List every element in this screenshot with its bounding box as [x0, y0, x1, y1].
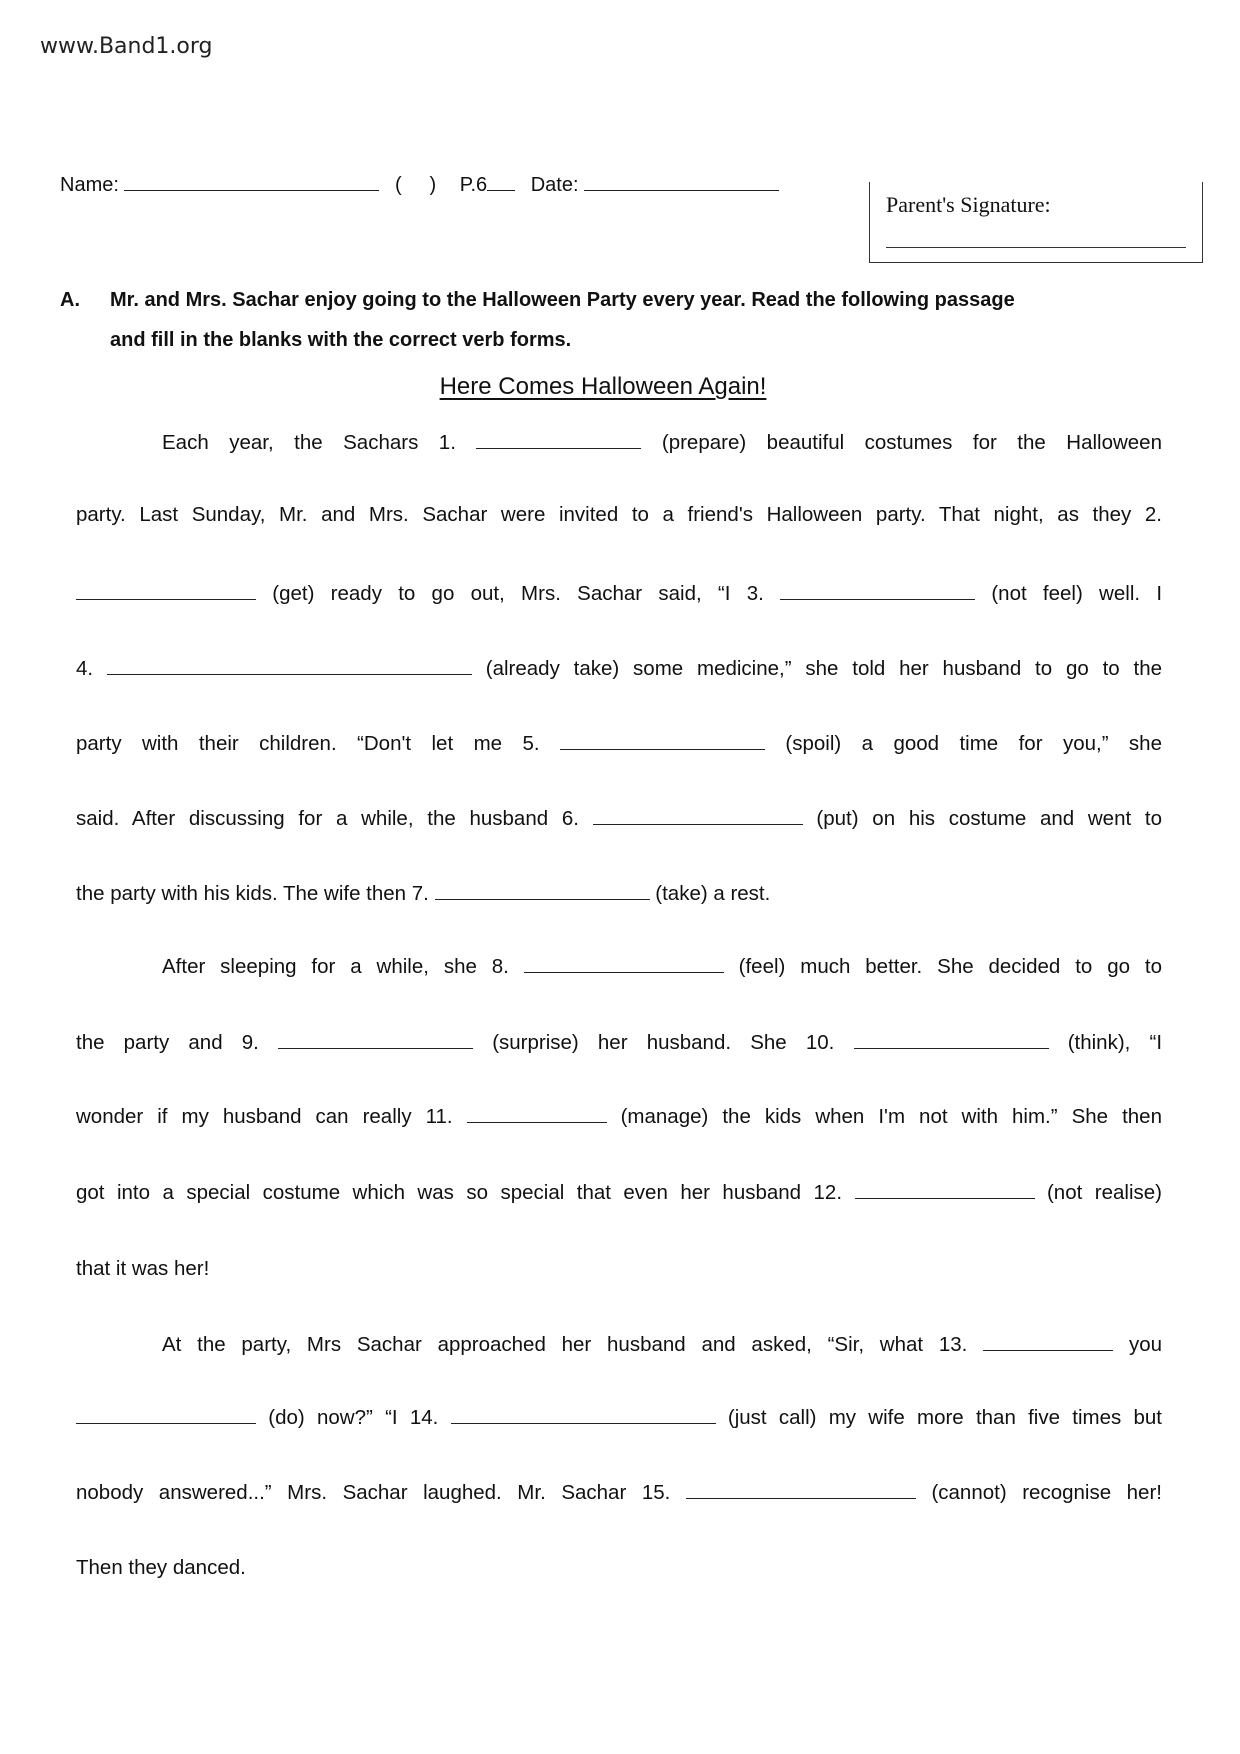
- passage-text: said. After discussing for a while, the husband 6.: [76, 807, 579, 830]
- section-letter: A.: [60, 289, 80, 311]
- answer-blank[interactable]: [278, 1028, 473, 1049]
- passage-text: (not realise): [1046, 1181, 1162, 1204]
- student-info-row: [60, 172, 779, 197]
- passage-line: [76, 1178, 1162, 1206]
- name-field[interactable]: [124, 172, 379, 191]
- passage-text: party with their children. “Don't let me 5.: [76, 732, 540, 755]
- answer-blank[interactable]: [855, 1178, 1035, 1199]
- passage-text: (manage) the kids when I'm not with him.” She then: [620, 1105, 1162, 1128]
- passage-text: (not feel) well. I: [991, 582, 1163, 605]
- passage-text: (do) now?” “I 14.: [268, 1406, 439, 1429]
- answer-blank[interactable]: [76, 1403, 256, 1424]
- passage-line: [162, 428, 1162, 456]
- passage-text: Then they danced.: [76, 1556, 246, 1579]
- answer-blank[interactable]: [983, 1330, 1113, 1351]
- passage-text: (think), “I: [1067, 1031, 1163, 1054]
- passage-line: [76, 804, 1162, 832]
- answer-blank[interactable]: [780, 579, 975, 600]
- passage-line: [76, 503, 1162, 531]
- answer-blank[interactable]: [593, 804, 803, 825]
- answer-blank[interactable]: [451, 1403, 716, 1424]
- passage-text: (already take) some medicine,” she told her husband to go to the: [485, 657, 1162, 680]
- answer-blank[interactable]: [560, 729, 765, 750]
- passage-line: [76, 1102, 1162, 1130]
- date-label: Date:: [530, 174, 579, 196]
- passage-text: Each year, the Sachars 1.: [162, 431, 456, 454]
- passage-text: (spoil) a good time for you,” she: [785, 732, 1162, 755]
- instruction-text: [110, 280, 1015, 360]
- passage-text: the party and 9.: [76, 1031, 259, 1054]
- passage-line: [76, 729, 1162, 757]
- passage-text: After sleeping for a while, she 8.: [162, 955, 509, 978]
- passage-line: [76, 1257, 1162, 1285]
- answer-blank[interactable]: [686, 1478, 916, 1499]
- passage-text: (feel) much better. She decided to go to: [738, 955, 1162, 978]
- passage-line: [76, 1478, 1162, 1506]
- passage-line: [76, 654, 1162, 682]
- passage-text: the party with his kids. The wife then 7.: [76, 882, 429, 905]
- date-field[interactable]: [584, 172, 779, 191]
- passage-line: [162, 1330, 1162, 1358]
- passage-title: Here Comes Halloween Again!: [439, 373, 767, 400]
- passage-line: [76, 1403, 1162, 1431]
- passage-text: (just call) my wife more than five times but: [727, 1406, 1162, 1429]
- passage-line: [162, 952, 1162, 980]
- answer-blank[interactable]: [854, 1028, 1049, 1049]
- passage-text: you: [1128, 1333, 1162, 1356]
- site-watermark: www.Band1.org: [40, 34, 213, 59]
- passage-line: [76, 879, 1162, 907]
- passage-text: wonder if my husband can really 11.: [76, 1105, 453, 1128]
- class-field[interactable]: [487, 172, 515, 191]
- parent-signature-field[interactable]: [886, 247, 1186, 248]
- passage-text: (get) ready to go out, Mrs. Sachar said, “I 3.: [272, 582, 764, 605]
- answer-blank[interactable]: [76, 579, 256, 600]
- answer-blank[interactable]: [467, 1102, 607, 1123]
- passage-text: (take) a rest.: [655, 882, 771, 905]
- class-number-field[interactable]: ( ): [395, 174, 437, 196]
- passage-text: (put) on his costume and went to: [816, 807, 1162, 830]
- passage-text: got into a special costume which was so special that even her husband 12.: [76, 1181, 843, 1204]
- answer-blank[interactable]: [435, 879, 650, 900]
- answer-blank[interactable]: [524, 952, 724, 973]
- passage-line: [76, 1028, 1162, 1056]
- instruction-line-1: Mr. and Mrs. Sachar enjoy going to the Halloween Party every year. Read the following passage: [110, 289, 1015, 311]
- class-label: P.6: [459, 174, 488, 196]
- passage-text: (surprise) her husband. She 10.: [492, 1031, 835, 1054]
- passage-text: party. Last Sunday, Mr. and Mrs. Sachar were invited to a friend's Halloween party. That night, as they 2.: [76, 503, 1162, 526]
- passage-text: At the party, Mrs Sachar approached her husband and asked, “Sir, what 13.: [162, 1333, 968, 1356]
- passage-text: nobody answered...” Mrs. Sachar laughed. Mr. Sachar 15.: [76, 1481, 671, 1504]
- passage-text: (prepare) beautiful costumes for the Halloween: [661, 431, 1162, 454]
- parent-signature-box: [869, 182, 1203, 263]
- parent-signature-label: Parent's Signature:: [886, 192, 1051, 217]
- passage-text: (cannot) recognise her!: [931, 1481, 1162, 1504]
- name-label: Name:: [60, 174, 119, 196]
- passage-text: 4.: [76, 657, 94, 680]
- passage-line: [76, 1556, 1162, 1584]
- answer-blank[interactable]: [107, 654, 472, 675]
- answer-blank[interactable]: [476, 428, 641, 449]
- passage-text: that it was her!: [76, 1257, 210, 1280]
- passage-line: [76, 579, 1162, 607]
- instruction-line-2: and fill in the blanks with the correct verb forms.: [110, 329, 572, 351]
